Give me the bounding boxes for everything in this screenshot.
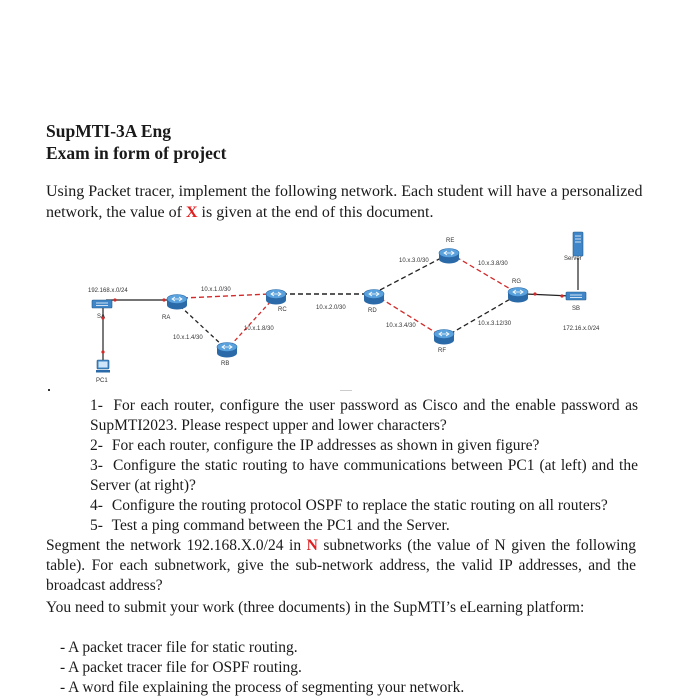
net-label-ra-rc: 10.x.1.0/30 <box>201 287 231 293</box>
bullet-dot <box>48 389 50 391</box>
router-rf <box>434 330 454 345</box>
router-rg <box>508 288 528 303</box>
label-sa: SA <box>97 314 106 320</box>
label-rd: RD <box>368 308 377 314</box>
submission-item: - A packet tracer file for OSPF routing. <box>60 659 302 676</box>
task-list <box>90 396 638 536</box>
label-rg: RG <box>512 279 521 285</box>
net-label-rf-rg: 10.x.3.12/30 <box>478 321 512 327</box>
link-rf-rg <box>450 298 512 334</box>
intro-text-before: Using Packet tracer, implement the following network. Each student will have a personalized network, the value of <box>46 183 643 221</box>
server-icon <box>573 232 583 256</box>
label-rc: RC <box>278 307 287 313</box>
router-rb <box>217 343 237 358</box>
task-item: 5- Test a ping command between the PC1 and the Server. <box>90 517 450 534</box>
switch-sa <box>92 300 112 308</box>
net-label-rc-rd: 10.x.2.0/30 <box>316 305 346 311</box>
label-pc1: PC1 <box>96 378 108 384</box>
net-label-rd-re: 10.x.3.0/30 <box>399 258 429 264</box>
net-label-rd-rf: 10.x.3.4/30 <box>386 323 416 329</box>
exam-title: Exam in form of project <box>46 143 227 163</box>
net-label-lan-a: 192.168.x.0/24 <box>88 288 128 294</box>
router-ra <box>167 295 187 310</box>
task-item: 1- For each router, configure the user password as Cisco and the enable password as SupMTI2023. Please respect upper and lower characters? <box>90 397 638 434</box>
intro-text-after: is given at the end of this document. <box>197 204 434 221</box>
variable-n: N <box>306 537 318 554</box>
net-label-lan-b: 172.16.x.0/24 <box>563 326 600 332</box>
document-title <box>46 120 226 164</box>
label-rf: RF <box>438 348 446 354</box>
submit-paragraph: You need to submit your work (three documents) in the SupMTI’s eLearning platform: <box>46 599 585 616</box>
router-re <box>439 249 459 264</box>
net-label-ra-rb: 10.x.1.4/30 <box>173 335 203 341</box>
segment-paragraph: Segment the network 192.168.X.0/24 in N subnetworks (the value of N given the following table). For each subnetwork, give the sub-network address, the valid IP addresses, and the broadcast address? <box>46 537 636 594</box>
net-label-re-rg: 10.x.3.8/30 <box>478 261 508 267</box>
link-rb-rc <box>230 300 272 346</box>
task-item: 4- Configure the routing protocol OSPF to replace the static routing on all routers? <box>90 497 608 514</box>
link-ra-rc <box>183 294 270 298</box>
task-item: 2- For each router, configure the IP addresses as shown in given figure? <box>90 437 540 454</box>
label-server: Server <box>564 256 582 262</box>
separator-mark <box>340 390 352 391</box>
submission-item: - A packet tracer file for static routing. <box>60 639 298 656</box>
net-label-rb-rc: 10.x.1.8/30 <box>244 326 274 332</box>
label-rb: RB <box>221 361 230 367</box>
network-diagram <box>80 228 640 388</box>
label-ra: RA <box>162 315 171 321</box>
variable-x: X <box>185 204 198 221</box>
label-sb: SB <box>572 306 581 312</box>
switch-sb <box>566 292 586 300</box>
router-rd <box>364 290 384 305</box>
pc1-icon <box>96 360 110 373</box>
label-re: RE <box>446 238 455 244</box>
router-rc <box>266 290 286 305</box>
submission-list <box>60 638 464 698</box>
task-item: 3- Configure the static routing to have communications between PC1 (at left) and the Server (at right)? <box>90 457 638 494</box>
intro-paragraph <box>46 181 646 223</box>
submission-item: - A word file explaining the process of segmenting your network. <box>60 679 465 696</box>
course-title: SupMTI-3A Eng <box>46 121 171 141</box>
